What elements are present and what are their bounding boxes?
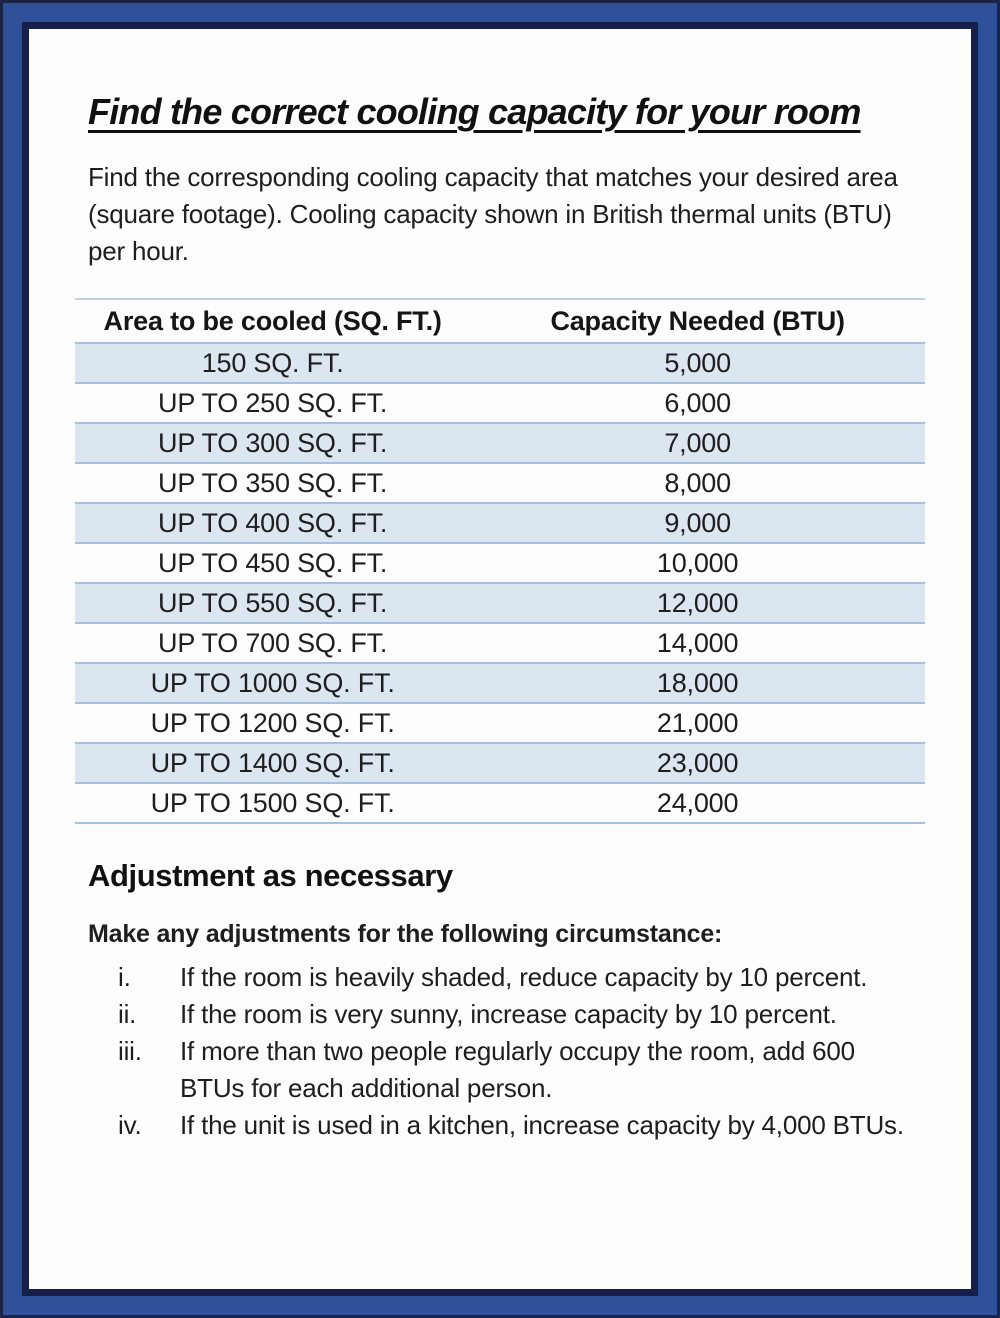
document-page	[22, 22, 978, 1296]
item-numeral: iii.	[118, 1036, 142, 1066]
table-row	[75, 783, 925, 823]
item-text: If the unit is used in a kitchen, increase capacity by 4,000 BTUs.	[180, 1110, 904, 1140]
table-row	[75, 343, 925, 383]
table-row	[75, 623, 925, 663]
page-content	[29, 91, 971, 1144]
area-cell: UP TO 1000 SQ. FT.	[75, 663, 470, 703]
adjustment-item	[75, 1033, 925, 1107]
capacity-cell: 14,000	[470, 623, 925, 663]
adjustment-item	[75, 996, 925, 1033]
area-cell: UP TO 400 SQ. FT.	[75, 503, 470, 543]
item-numeral: ii.	[118, 999, 137, 1029]
table-row	[75, 503, 925, 543]
capacity-cell: 10,000	[470, 543, 925, 583]
page-title: Find the correct cooling capacity for your room	[88, 91, 861, 132]
item-text: If the room is heavily shaded, reduce capacity by 10 percent.	[180, 962, 868, 992]
area-cell: UP TO 550 SQ. FT.	[75, 583, 470, 623]
table-header-capacity: Capacity Needed (BTU)	[470, 299, 925, 343]
capacity-cell: 7,000	[470, 423, 925, 463]
table-row	[75, 703, 925, 743]
area-cell: 150 SQ. FT.	[75, 343, 470, 383]
table-row	[75, 423, 925, 463]
table-row	[75, 543, 925, 583]
area-cell: UP TO 250 SQ. FT.	[75, 383, 470, 423]
item-numeral: iv.	[118, 1110, 142, 1140]
table-row	[75, 383, 925, 423]
adjustments-heading: Adjustment as necessary	[88, 858, 453, 893]
area-cell: UP TO 1200 SQ. FT.	[75, 703, 470, 743]
item-text: If more than two people regularly occupy the room, add 600 BTUs for each additional person.	[180, 1036, 855, 1103]
capacity-cell: 23,000	[470, 743, 925, 783]
area-cell: UP TO 700 SQ. FT.	[75, 623, 470, 663]
capacity-cell: 5,000	[470, 343, 925, 383]
area-cell: UP TO 1400 SQ. FT.	[75, 743, 470, 783]
table-row	[75, 743, 925, 783]
table-header-row	[75, 299, 925, 343]
capacity-cell: 24,000	[470, 783, 925, 823]
area-cell: UP TO 350 SQ. FT.	[75, 463, 470, 503]
capacity-cell: 21,000	[470, 703, 925, 743]
item-text: If the room is very sunny, increase capacity by 10 percent.	[180, 999, 837, 1029]
capacity-cell: 6,000	[470, 383, 925, 423]
area-cell: UP TO 1500 SQ. FT.	[75, 783, 470, 823]
table-header-area: Area to be cooled (SQ. FT.)	[75, 299, 470, 343]
table-row	[75, 663, 925, 703]
area-cell: UP TO 450 SQ. FT.	[75, 543, 470, 583]
adjustment-item	[75, 1107, 925, 1144]
capacity-cell: 9,000	[470, 503, 925, 543]
area-cell: UP TO 300 SQ. FT.	[75, 423, 470, 463]
capacity-cell: 8,000	[470, 463, 925, 503]
item-numeral: i.	[118, 962, 131, 992]
table-row	[75, 463, 925, 503]
adjustment-item	[75, 959, 925, 996]
capacity-table	[75, 298, 925, 824]
adjustments-intro: Make any adjustments for the following circumstance:	[88, 920, 723, 948]
adjustments-list	[75, 959, 925, 1144]
intro-paragraph: Find the corresponding cooling capacity that matches your desired area (square footage). Cooling capacity shown in British thermal units (BTU) per hour.	[88, 162, 898, 266]
capacity-cell: 12,000	[470, 583, 925, 623]
table-row	[75, 583, 925, 623]
page-frame-band	[3, 3, 997, 1315]
capacity-cell: 18,000	[470, 663, 925, 703]
